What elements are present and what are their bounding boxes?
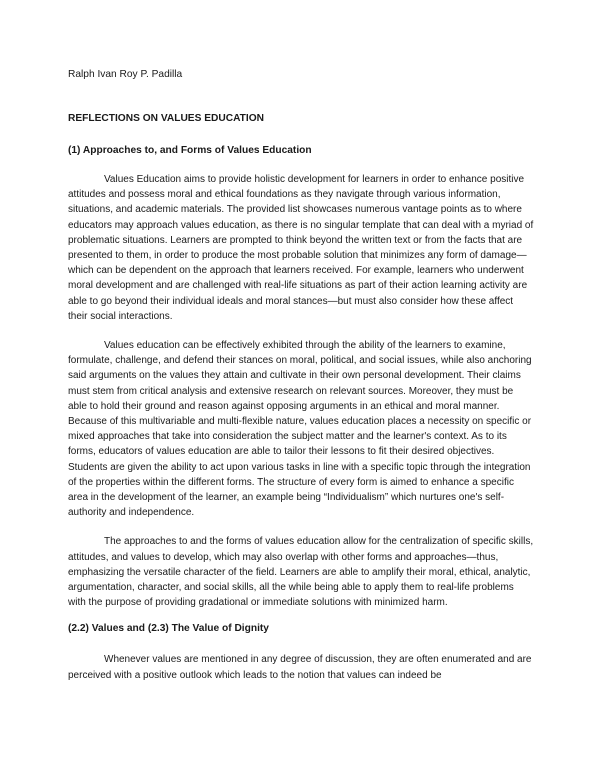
paragraph-1-2: Values education can be effectively exhibited through the ability of the learners to examine, formulate, challenge, and defend their stances on moral, political, and social issues, while also anchoring said arguments on the values they attain and cultivate in their own personal development. Their claims must stem from critical analysis and extensive research on relevant sources. Moreover, they must be able to hold their ground and reason against opposing arguments in an ethical and moral manner. Because of this multivariable and multi-flexible nature, values education places a necessity on specific or mixed approaches that take into consideration the subject matter and the learner's context. As to its forms, educators of values education are able to tailor their lessons to fit their desired objectives. Students are given the ability to act upon various tasks in line with a specific topic through the integration of the properties within the different forms. The structure of every form is aimed to enhance a specific area in the development of the learner, an example being “Individualism” which nurtures one's self-authority and independence.	[68, 340, 532, 519]
paragraph-1-1: Values Education aims to provide holistic development for learners in order to enhance positive attitudes and possess moral and ethical foundations as they navigate through various information, situations, and academic materials. The provided list showcases numerous vantage points as to where educators may approach values education, as there is no singular template that can deal with a myriad of problematic situations. Learners are prompted to think beyond the written text or from the facts that are presented to them, in order to produce the most probable solution that minimizes any form of damage—which can be dependent on the approach that learners received. For example, learners who underwent moral development and are challenged with real-life situations as part of their action learning activity are able to go beyond their individual ideals and moral stances—but must also consider how these affect their social interactions.	[68, 174, 534, 322]
paragraph-1-3: The approaches to and the forms of values education allow for the centralization of specific skills, attitudes, and values to develop, which may also overlap with other forms and approaches—thus, emphasizing the versatile character of the field. Learners are able to amplify their moral, ethical, analytic, argumentation, character, and social skills, all the while being able to apply them to real-life problems with the purpose of providing gradational or immediate solutions with minimized harm.	[68, 536, 534, 609]
document-title: REFLECTIONS ON VALUES EDUCATION	[68, 113, 265, 124]
section-heading-1: (1) Approaches to, and Forms of Values Education	[68, 145, 312, 156]
paragraph-2-1: Whenever values are mentioned in any degree of discussion, they are often enumerated and are perceived with a positive outlook which leads to the notion that values can indeed be	[68, 654, 532, 681]
section-heading-2: (2.2) Values and (2.3) The Value of Dignity	[68, 623, 269, 635]
author-name: Ralph Ivan Roy P. Padilla	[68, 69, 183, 80]
